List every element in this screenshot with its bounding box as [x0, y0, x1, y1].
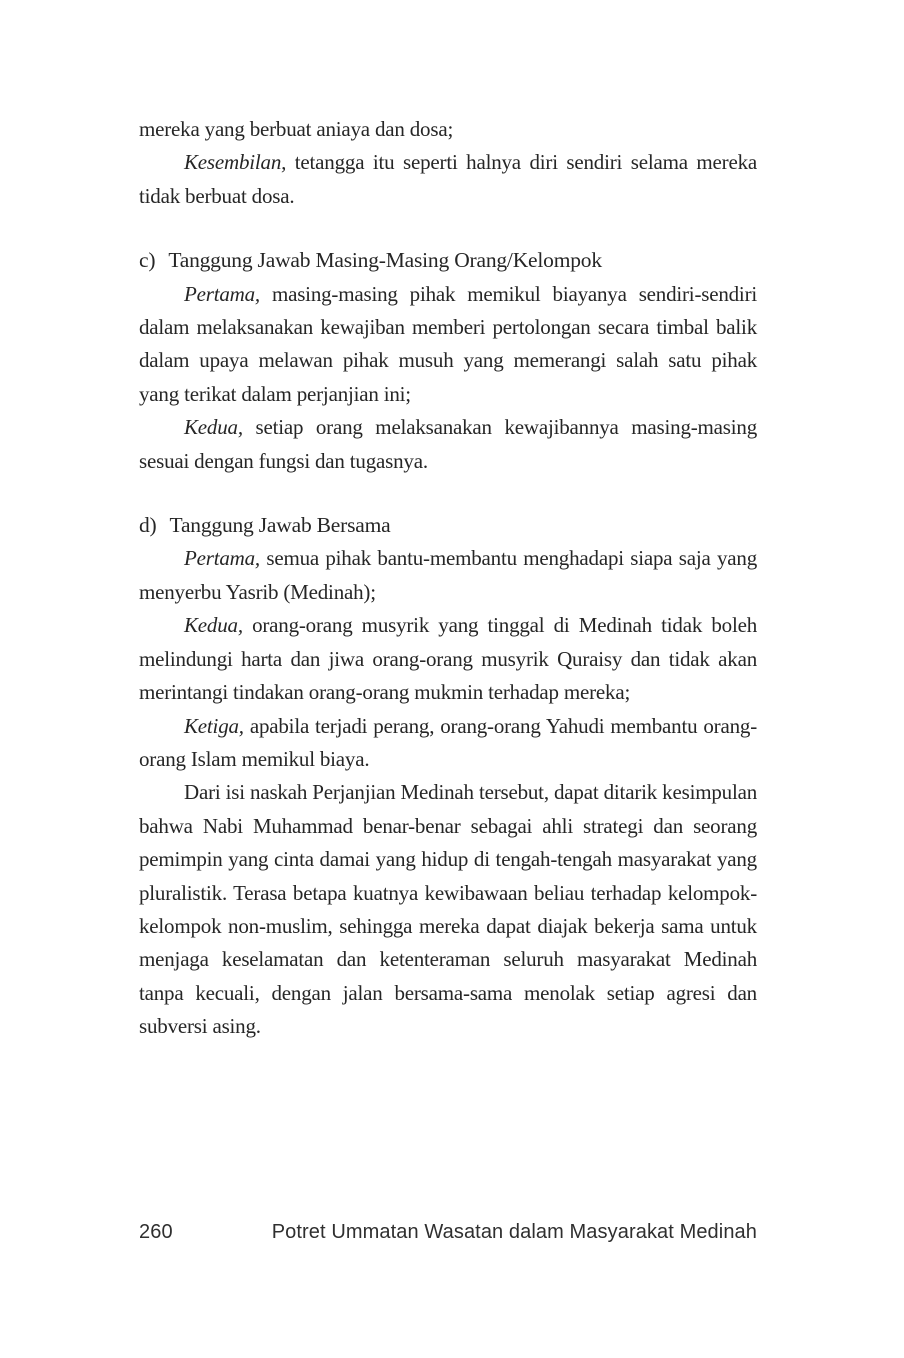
lead-word-pertama: Pertama, — [184, 281, 260, 306]
page-body — [139, 113, 757, 1044]
paragraph-d-pertama — [139, 542, 757, 609]
lead-word-kedua: Kedua, — [184, 613, 243, 638]
subheading-c-title: Tanggung Jawab Masing-Masing Orang/Kelompok — [168, 248, 602, 273]
lead-word-kedua: Kedua, — [184, 415, 243, 440]
paragraph-text: masing-masing pihak memikul biayanya sendiri-sendiri dalam melaksanakan kewajiban memberi pertolongan secara timbal balik dalam upaya melawan pihak musuh yang memerangi salah satu pihak yang terikat dalam perjanjian ini; — [139, 281, 757, 406]
paragraph-text: semua pihak bantu-membantu menghadapi siapa saja yang menyerbu Yasrib (Medinah); — [139, 546, 757, 604]
paragraph-text: orang-orang musyrik yang tinggal di Medinah tidak boleh melindungi harta dan jiwa orang-orang musyrik Quraisy dan tidak akan merintangi tindakan orang-orang mukmin terhadap mereka; — [139, 613, 757, 705]
paragraph-c-kedua — [139, 411, 757, 478]
paragraph-text: setiap orang melaksanakan kewajibannya masing-masing sesuai dengan fungsi dan tugasnya. — [139, 415, 757, 473]
subheading-d-label: d) — [139, 513, 157, 538]
subheading-d — [139, 509, 757, 542]
paragraph-c-pertama — [139, 278, 757, 412]
lead-word-pertama: Pertama, — [184, 546, 260, 571]
paragraph-text: apabila terjadi perang, orang-orang Yahudi membantu orang-orang Islam memikul biaya. — [139, 713, 757, 771]
paragraph-kesembilan — [139, 146, 757, 213]
subheading-c-label: c) — [139, 248, 156, 273]
lead-word-kesembilan: Kesembilan, — [184, 150, 287, 175]
lead-word-ketiga: Ketiga, — [184, 713, 244, 738]
page-number: 260 — [139, 1221, 173, 1243]
subheading-c — [139, 244, 757, 277]
paragraph-text: tetangga itu seperti halnya diri sendiri selama mereka tidak berbuat dosa. — [139, 150, 757, 208]
paragraph-d-kedua — [139, 609, 757, 709]
paragraph-continuation: mereka yang berbuat aniaya dan dosa; — [139, 117, 454, 141]
paragraph-closing: Dari isi naskah Perjanjian Medinah tersebut, dapat ditarik kesimpulan bahwa Nabi Muhammad benar-benar sebagai ahli strategi dan seorang pemimpin yang cinta damai yang hidup di tengah-tengah masyarakat yang pluralistik. Terasa betapa kuatnya kewibawaan beliau terhadap kelompok-kelompok non-muslim, sehingga mereka dapat diajak bekerja sama untuk menjaga keselamatan dan ketenteraman seluruh masyarakat Medinah tanpa kecuali, dengan jalan bersama-sama menolak setiap agresi dan subversi asing. — [139, 780, 757, 1039]
running-title: Potret Ummatan Wasatan dalam Masyarakat Medinah — [271, 1221, 757, 1243]
page-footer — [139, 1221, 757, 1244]
paragraph-d-ketiga — [139, 710, 757, 777]
subheading-d-title: Tanggung Jawab Bersama — [169, 513, 391, 538]
